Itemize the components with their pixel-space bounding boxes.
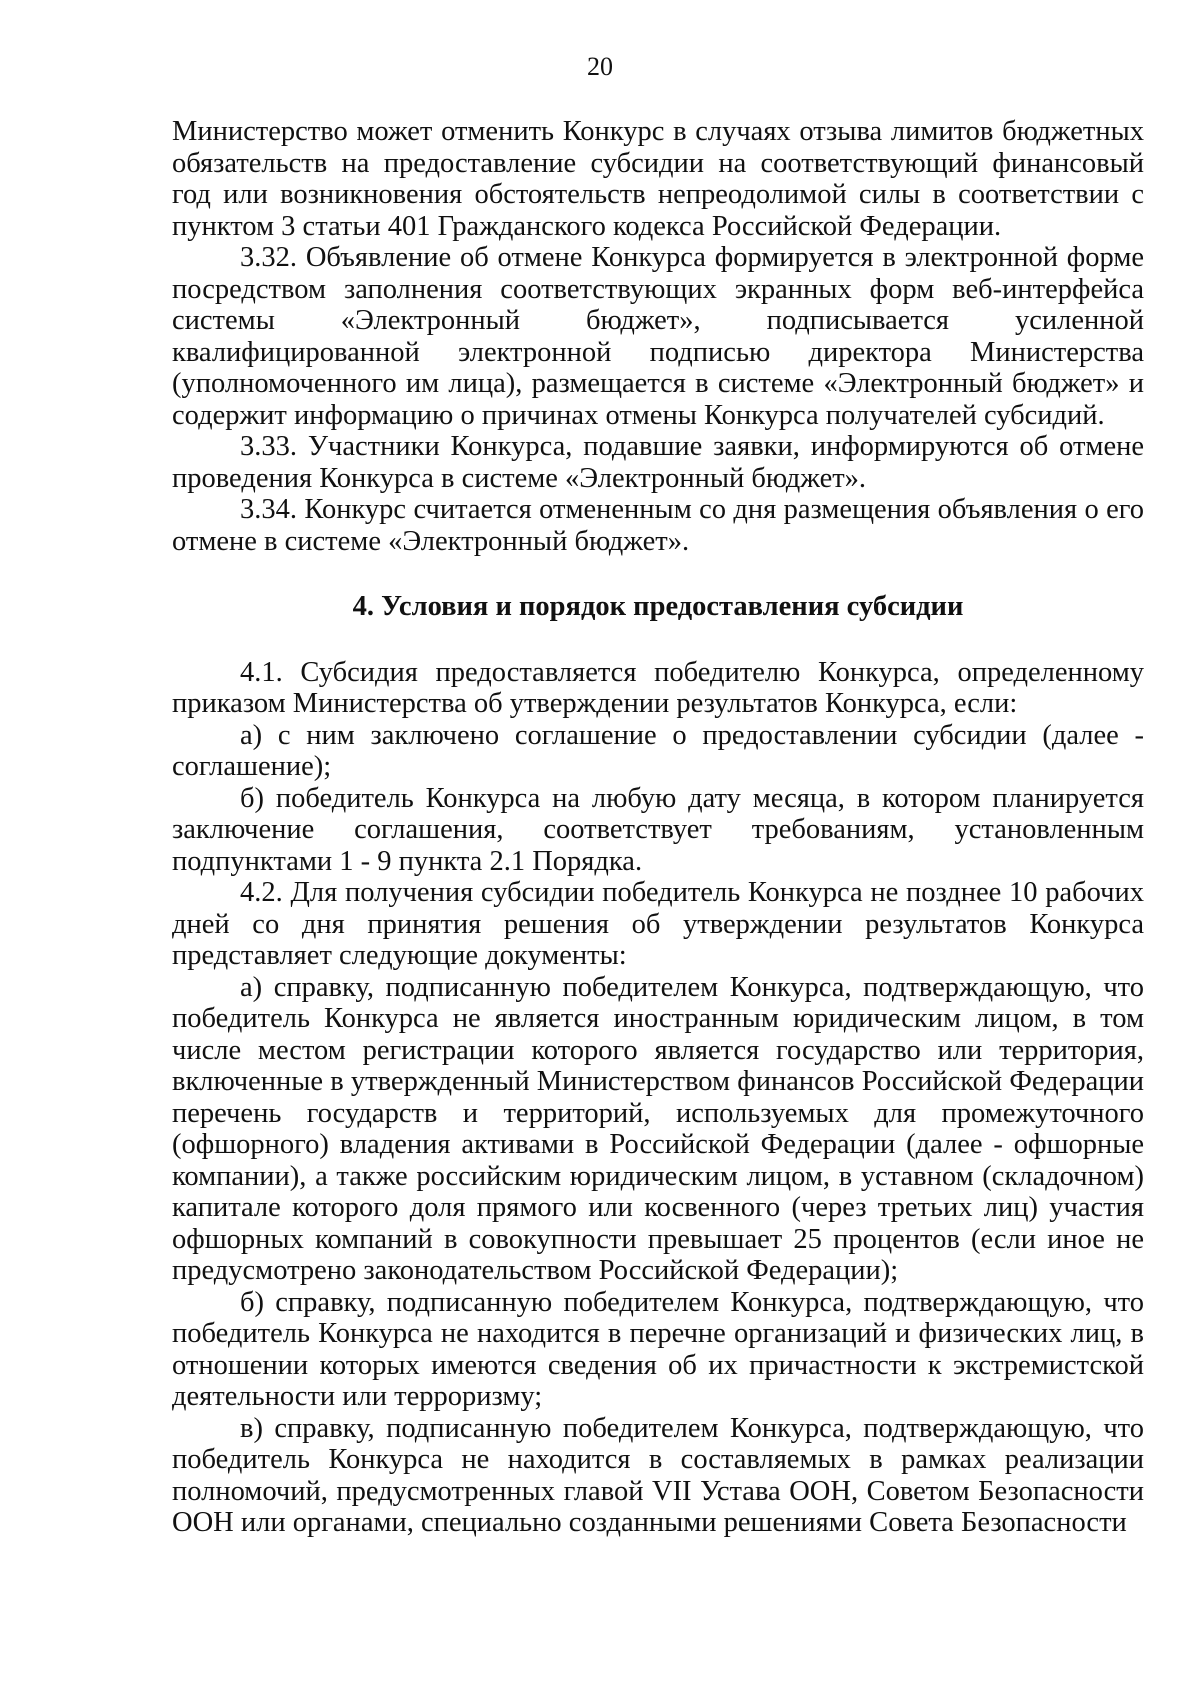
paragraph: 4.2. Для получения субсидии победитель Конкурса не позднее 10 рабочих дней со дня принятия решения об утверждении результатов Конкурса представляет следующие документы: [172, 877, 1144, 971]
paragraphs-after-section [172, 657, 1144, 1539]
paragraph: в) справку, подписанную победителем Конкурса, подтверждающую, что победитель Конкурса не находится в составляемых в рамках реализации полномочий, предусмотренных главой VII Устава ООН, Советом Безопасности ООН или органами, специально созданными решениями Совета Безопасности [172, 1412, 1144, 1538]
paragraph: 3.34. Конкурс считается отмененным со дня размещения объявления о его отмене в системе «Электронный бюджет». [172, 494, 1144, 557]
section-heading: 4. Условия и порядок предоставления субсидии [352, 591, 964, 622]
paragraph: 3.33. Участники Конкурса, подавшие заявки, информируются об отмене проведения Конкурса в системе «Электронный бюджет». [172, 431, 1144, 494]
paragraph: а) с ним заключено соглашение о предоставлении субсидии (далее - соглашение); [172, 719, 1144, 782]
paragraph: б) справку, подписанную победителем Конкурса, подтверждающую, что победитель Конкурса не находится в перечне организаций и физических лиц, в отношении которых имеются сведения об их причастности к экстремистской деятельности или терроризму; [172, 1286, 1144, 1412]
document-body [172, 116, 1144, 1539]
paragraph: 4.1. Субсидия предоставляется победителю Конкурса, определенному приказом Министерства об утверждении результатов Конкурса, если: [172, 656, 1144, 719]
paragraph: б) победитель Конкурса на любую дату месяца, в котором планируется заключение соглашения, соответствует требованиям, установленным подпунктами 1 - 9 пункта 2.1 Порядка. [172, 782, 1144, 877]
page-number: 20 [587, 52, 613, 81]
paragraph: а) справку, подписанную победителем Конкурса, подтверждающую, что победитель Конкурса не является иностранным юридическим лицом, в том числе местом регистрации которого является государство или территория, включенные в утвержденный Министерством финансов Российской Федерации перечень государств и территорий, используемых для промежуточного (офшорного) владения активами в Российской Федерации (далее - офшорные компании), а также российским юридическим лицом, в уставном (складочном) капитале которого доля прямого или косвенного (через третьих лиц) участия офшорных компаний в совокупности превышает 25 процентов (если иное не предусмотрено законодательством Российской Федерации); [172, 971, 1144, 1286]
paragraph: 3.32. Объявление об отмене Конкурса формируется в электронной форме посредством заполнения соответствующих экранных форм веб-интерфейса системы «Электронный бюджет», подписывается усиленной квалифицированной электронной подписью директора Министерства (уполномоченного им лица), размещается в системе «Электронный бюджет» и содержит информацию о причинах отмены Конкурса получателей субсидий. [172, 242, 1144, 431]
paragraph: Министерство может отменить Конкурс в случаях отзыва лимитов бюджетных обязательств на предоставление субсидии на соответствующий финансовый год или возникновения обстоятельств непреодолимой силы в соответствии с пунктом 3 статьи 401 Гражданского кодекса Российской Федерации. [172, 116, 1144, 242]
paragraphs-before-section [172, 116, 1144, 557]
